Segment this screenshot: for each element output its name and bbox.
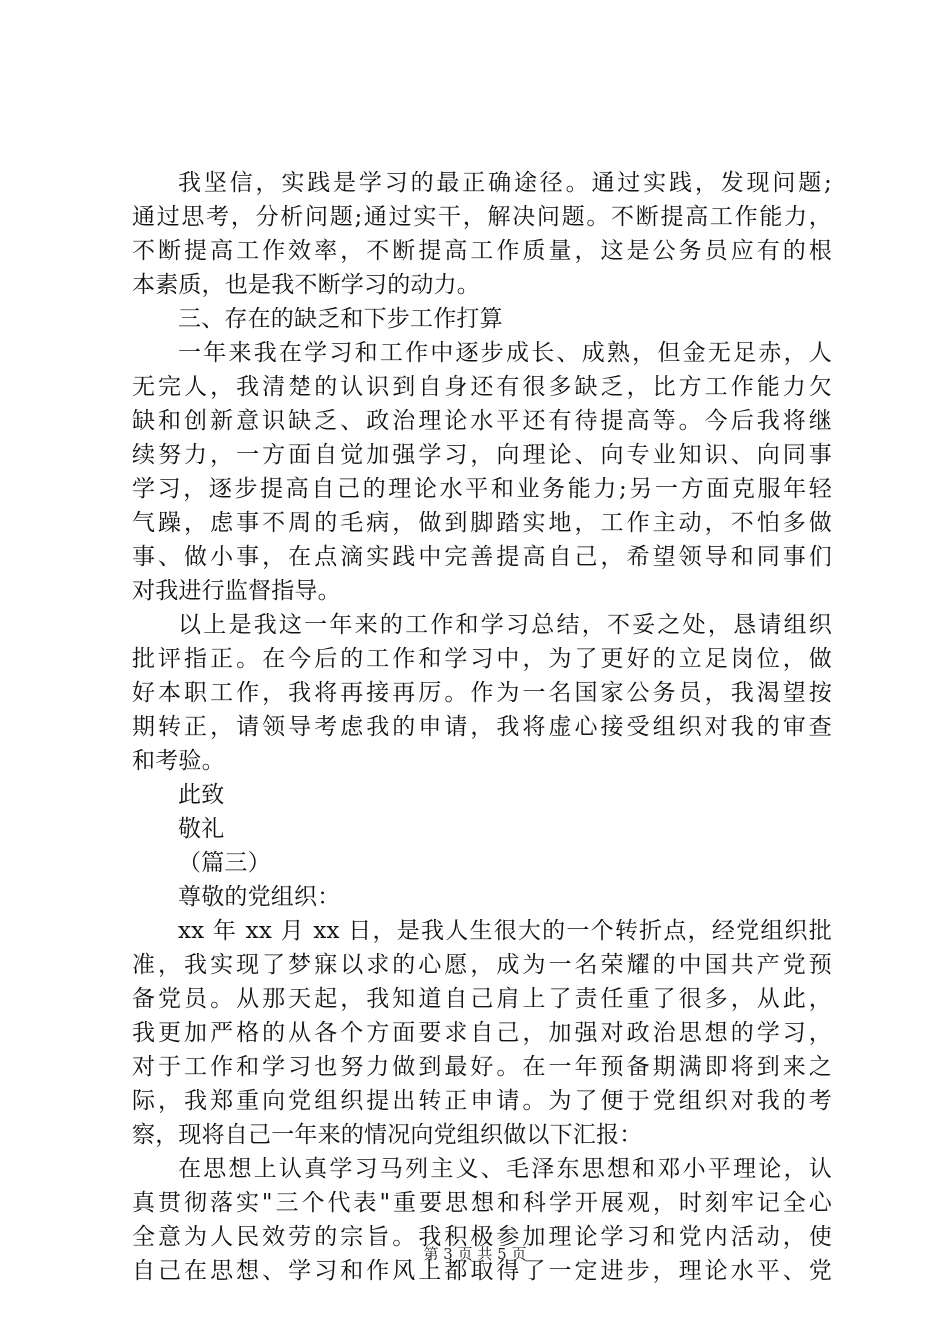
text-line: 在思想上认真学习马列主义、毛泽东思想和邓小平理论，认: [178, 1156, 832, 1182]
text-line: 三、存在的缺乏和下步工作打算: [178, 306, 503, 332]
text-line: 尊敬的党组织：: [178, 884, 341, 910]
text-line: 无完人，我清楚的认识到自身还有很多缺乏，比方工作能力欠: [132, 374, 832, 400]
text-line: 期转正，请领导考虑我的申请，我将虚心接受组织对我的审查: [132, 714, 832, 740]
text-line: 缺和创新意识缺乏、政治理论水平还有待提高等。今后我将继: [132, 408, 832, 434]
text-line: 备党员。从那天起，我知道自己肩上了责任重了很多，从此，: [132, 986, 832, 1012]
text-line: 本素质，也是我不断学习的动力。: [132, 272, 480, 298]
text-line: 通过思考，分析问题;通过实干，解决问题。不断提高工作能力，: [132, 204, 832, 230]
text-line: 学习，逐步提高自己的理论水平和业务能力;另一方面克服年轻: [132, 476, 832, 502]
text-line: 我坚信，实践是学习的最正确途径。通过实践，发现问题;: [178, 170, 832, 196]
text-line: 真贯彻落实"三个代表"重要思想和科学开展观，时刻牢记全心: [132, 1190, 832, 1216]
text-line: 察，现将自己一年来的情况向党组织做以下汇报：: [132, 1122, 643, 1148]
text-line: 以上是我这一年来的工作和学习总结，不妥之处，恳请组织: [178, 612, 832, 638]
document-body: [132, 166, 832, 1288]
text-line: 此致: [178, 782, 225, 808]
text-line: 事、做小事，在点滴实践中完善提高自己，希望领导和同事们: [132, 544, 832, 570]
text-line: 好本职工作，我将再接再厉。作为一名国家公务员，我渴望按: [132, 680, 832, 706]
text-line: 批评指正。在今后的工作和学习中，为了更好的立足岗位，做: [132, 646, 832, 672]
text-line: 准，我实现了梦寐以求的心愿，成为一名荣耀的中国共产党预: [132, 952, 832, 978]
page-number-footer: 第 3 页 共 5 页: [423, 1245, 527, 1263]
text-line: 续努力，一方面自觉加强学习，向理论、向专业知识、向同事: [132, 442, 832, 468]
text-line: 对我进行监督指导。: [132, 578, 341, 604]
text-line: 我更加严格的从各个方面要求自己，加强对政治思想的学习，: [132, 1020, 832, 1046]
text-line: 和考验。: [132, 748, 225, 774]
text-line: xx 年 xx 月 xx 日，是我人生很大的一个转折点，经党组织批: [178, 918, 832, 944]
text-line: 敬礼: [178, 816, 225, 842]
text-line: 全意为人民效劳的宗旨。我积极参加理论学习和党内活动，使: [132, 1224, 832, 1250]
text-line: （篇三）: [178, 850, 271, 876]
text-line: 对于工作和学习也努力做到最好。在一年预备期满即将到来之: [132, 1054, 832, 1080]
text-line: 不断提高工作效率，不断提高工作质量，这是公务员应有的根: [132, 238, 832, 264]
text-line: 际，我郑重向党组织提出转正申请。为了便于党组织对我的考: [132, 1088, 832, 1114]
text-line: 气躁，虑事不周的毛病，做到脚踏实地，工作主动，不怕多做: [132, 510, 832, 536]
text-line: 自己在思想、学习和作风上都取得了一定进步，理论水平、党: [132, 1258, 832, 1284]
text-line: 一年来我在学习和工作中逐步成长、成熟，但金无足赤，人: [178, 340, 832, 366]
